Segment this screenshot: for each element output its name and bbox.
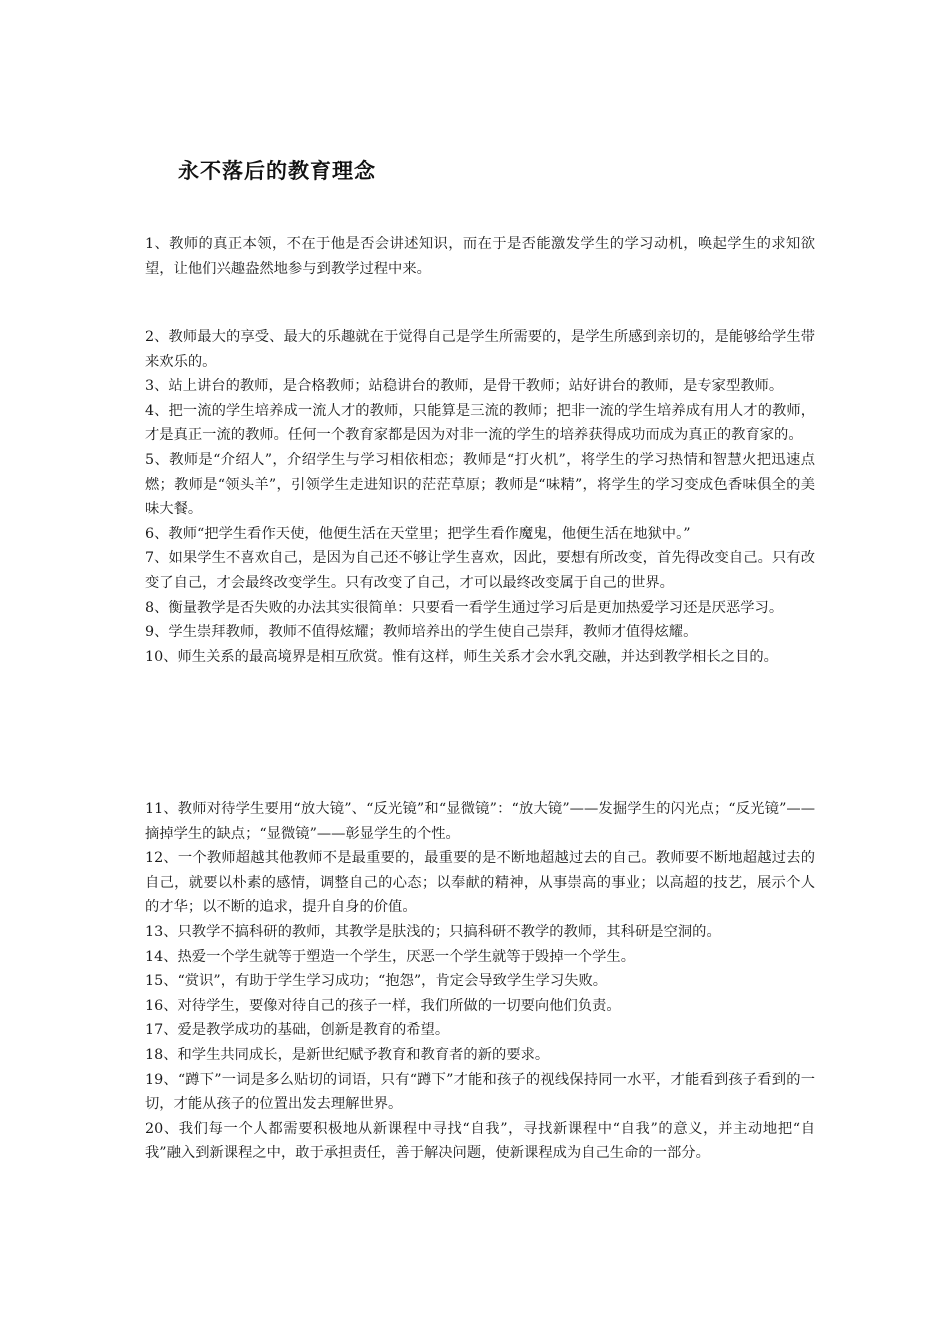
paragraph: 20、我们每一个人都需要积极地从新课程中寻找“自我”，寻找新课程中“自我”的意义，并主动地把“自我”融入到新课程之中，敢于承担责任，善于解决问题，使新课程成为自己生命的一部分。 xyxy=(145,1120,815,1162)
paragraph: 2、教师最大的享受、最大的乐趣就在于觉得自己是学生所需要的，是学生所感到亲切的，是能够给学生带来欢乐的。 xyxy=(145,329,815,370)
paragraph: 10、师生关系的最高境界是相互欣赏。惟有这样，师生关系才会水乳交融，并达到教学相长之目的。 xyxy=(145,648,778,665)
paragraph: 6、教师“把学生看作天使，他便生活在天堂里；把学生看作魔鬼，他便生活在地狱中。” xyxy=(145,525,691,542)
paragraph: 4、把一流的学生培养成一流人才的教师，只能算是三流的教师；把非一流的学生培养成有用人才的教师，才是真正一流的教师。任何一个教育家都是因为对非一流的学生的培养获得成功而成为真正的教育家的。 xyxy=(145,402,815,444)
paragraph: 5、教师是“介绍人”，介绍学生与学习相依相恋；教师是“打火机”，将学生的学习热情和智慧火把迅速点燃；教师是“领头羊”，引领学生走进知识的茫茫草原；教师是“味精”，将学生的学习变成色香味俱全的美味大餐。 xyxy=(145,451,815,518)
paragraph-group-2 xyxy=(145,325,815,669)
paragraph: 3、站上讲台的教师，是合格教师；站稳讲台的教师，是骨干教师；站好讲台的教师，是专家型教师。 xyxy=(145,378,784,395)
paragraph: 16、对待学生，要像对待自己的孩子一样，我们所做的一切要向他们负责。 xyxy=(145,997,621,1014)
paragraph: 18、和学生共同成长，是新世纪赋予教育和教育者的新的要求。 xyxy=(145,1046,550,1063)
paragraph: 11、教师对待学生要用“放大镜”、“反光镜”和“显微镜”：“放大镜”——发掘学生的闪光点；“反光镜”——摘掉学生的缺点；“显微镜”——彰显学生的个性。 xyxy=(145,801,815,842)
paragraph-group-1 xyxy=(145,232,815,281)
paragraph: 14、热爱一个学生就等于塑造一个学生，厌恶一个学生就等于毁掉一个学生。 xyxy=(145,948,635,965)
paragraph: 19、“蹲下”一词是多么贴切的词语，只有“蹲下”才能和孩子的视线保持同一水平，才能看到孩子看到的一切，才能从孩子的位置出发去理解世界。 xyxy=(145,1071,815,1113)
paragraph: 15、“赏识”，有助于学生学习成功；“抱怨”，肯定会导致学生学习失败。 xyxy=(145,973,608,990)
paragraph: 7、如果学生不喜欢自己，是因为自己还不够让学生喜欢，因此，要想有所改变，首先得改变自己。只有改变了自己，才会最终改变学生。只有改变了自己，才可以最终改变属于自己的世界。 xyxy=(145,550,815,591)
paragraph: 12、一个教师超越其他教师不是最重要的，最重要的是不断地超越过去的自己。教师要不断地超越过去的自己，就要以朴素的感情，调整自己的心态；以奉献的精神，从事崇高的事业；以高超的技艺，展示个人的才华；以不断的追求，提升自身的价值。 xyxy=(145,850,815,916)
paragraph: 1、教师的真正本领，不在于他是否会讲述知识，而在于是否能激发学生的学习动机，唤起学生的求知欲望，让他们兴趣盎然地参与到教学过程中来。 xyxy=(145,236,815,277)
paragraph: 13、只教学不搞科研的教师，其教学是肤浅的；只搞科研不教学的教师，其科研是空洞的。 xyxy=(145,923,721,940)
paragraph-group-3 xyxy=(145,797,815,1166)
paragraph: 17、爱是教学成功的基础，创新是教育的希望。 xyxy=(145,1022,450,1039)
document-title: 永不落后的教育理念 xyxy=(178,159,376,183)
paragraph: 8、衡量教学是否失败的办法其实很简单：只要看一看学生通过学习后是更加热爱学习还是厌恶学习。 xyxy=(145,599,784,616)
paragraph: 9、学生崇拜教师，教师不值得炫耀；教师培养出的学生使自己崇拜，教师才值得炫耀。 xyxy=(145,624,698,641)
